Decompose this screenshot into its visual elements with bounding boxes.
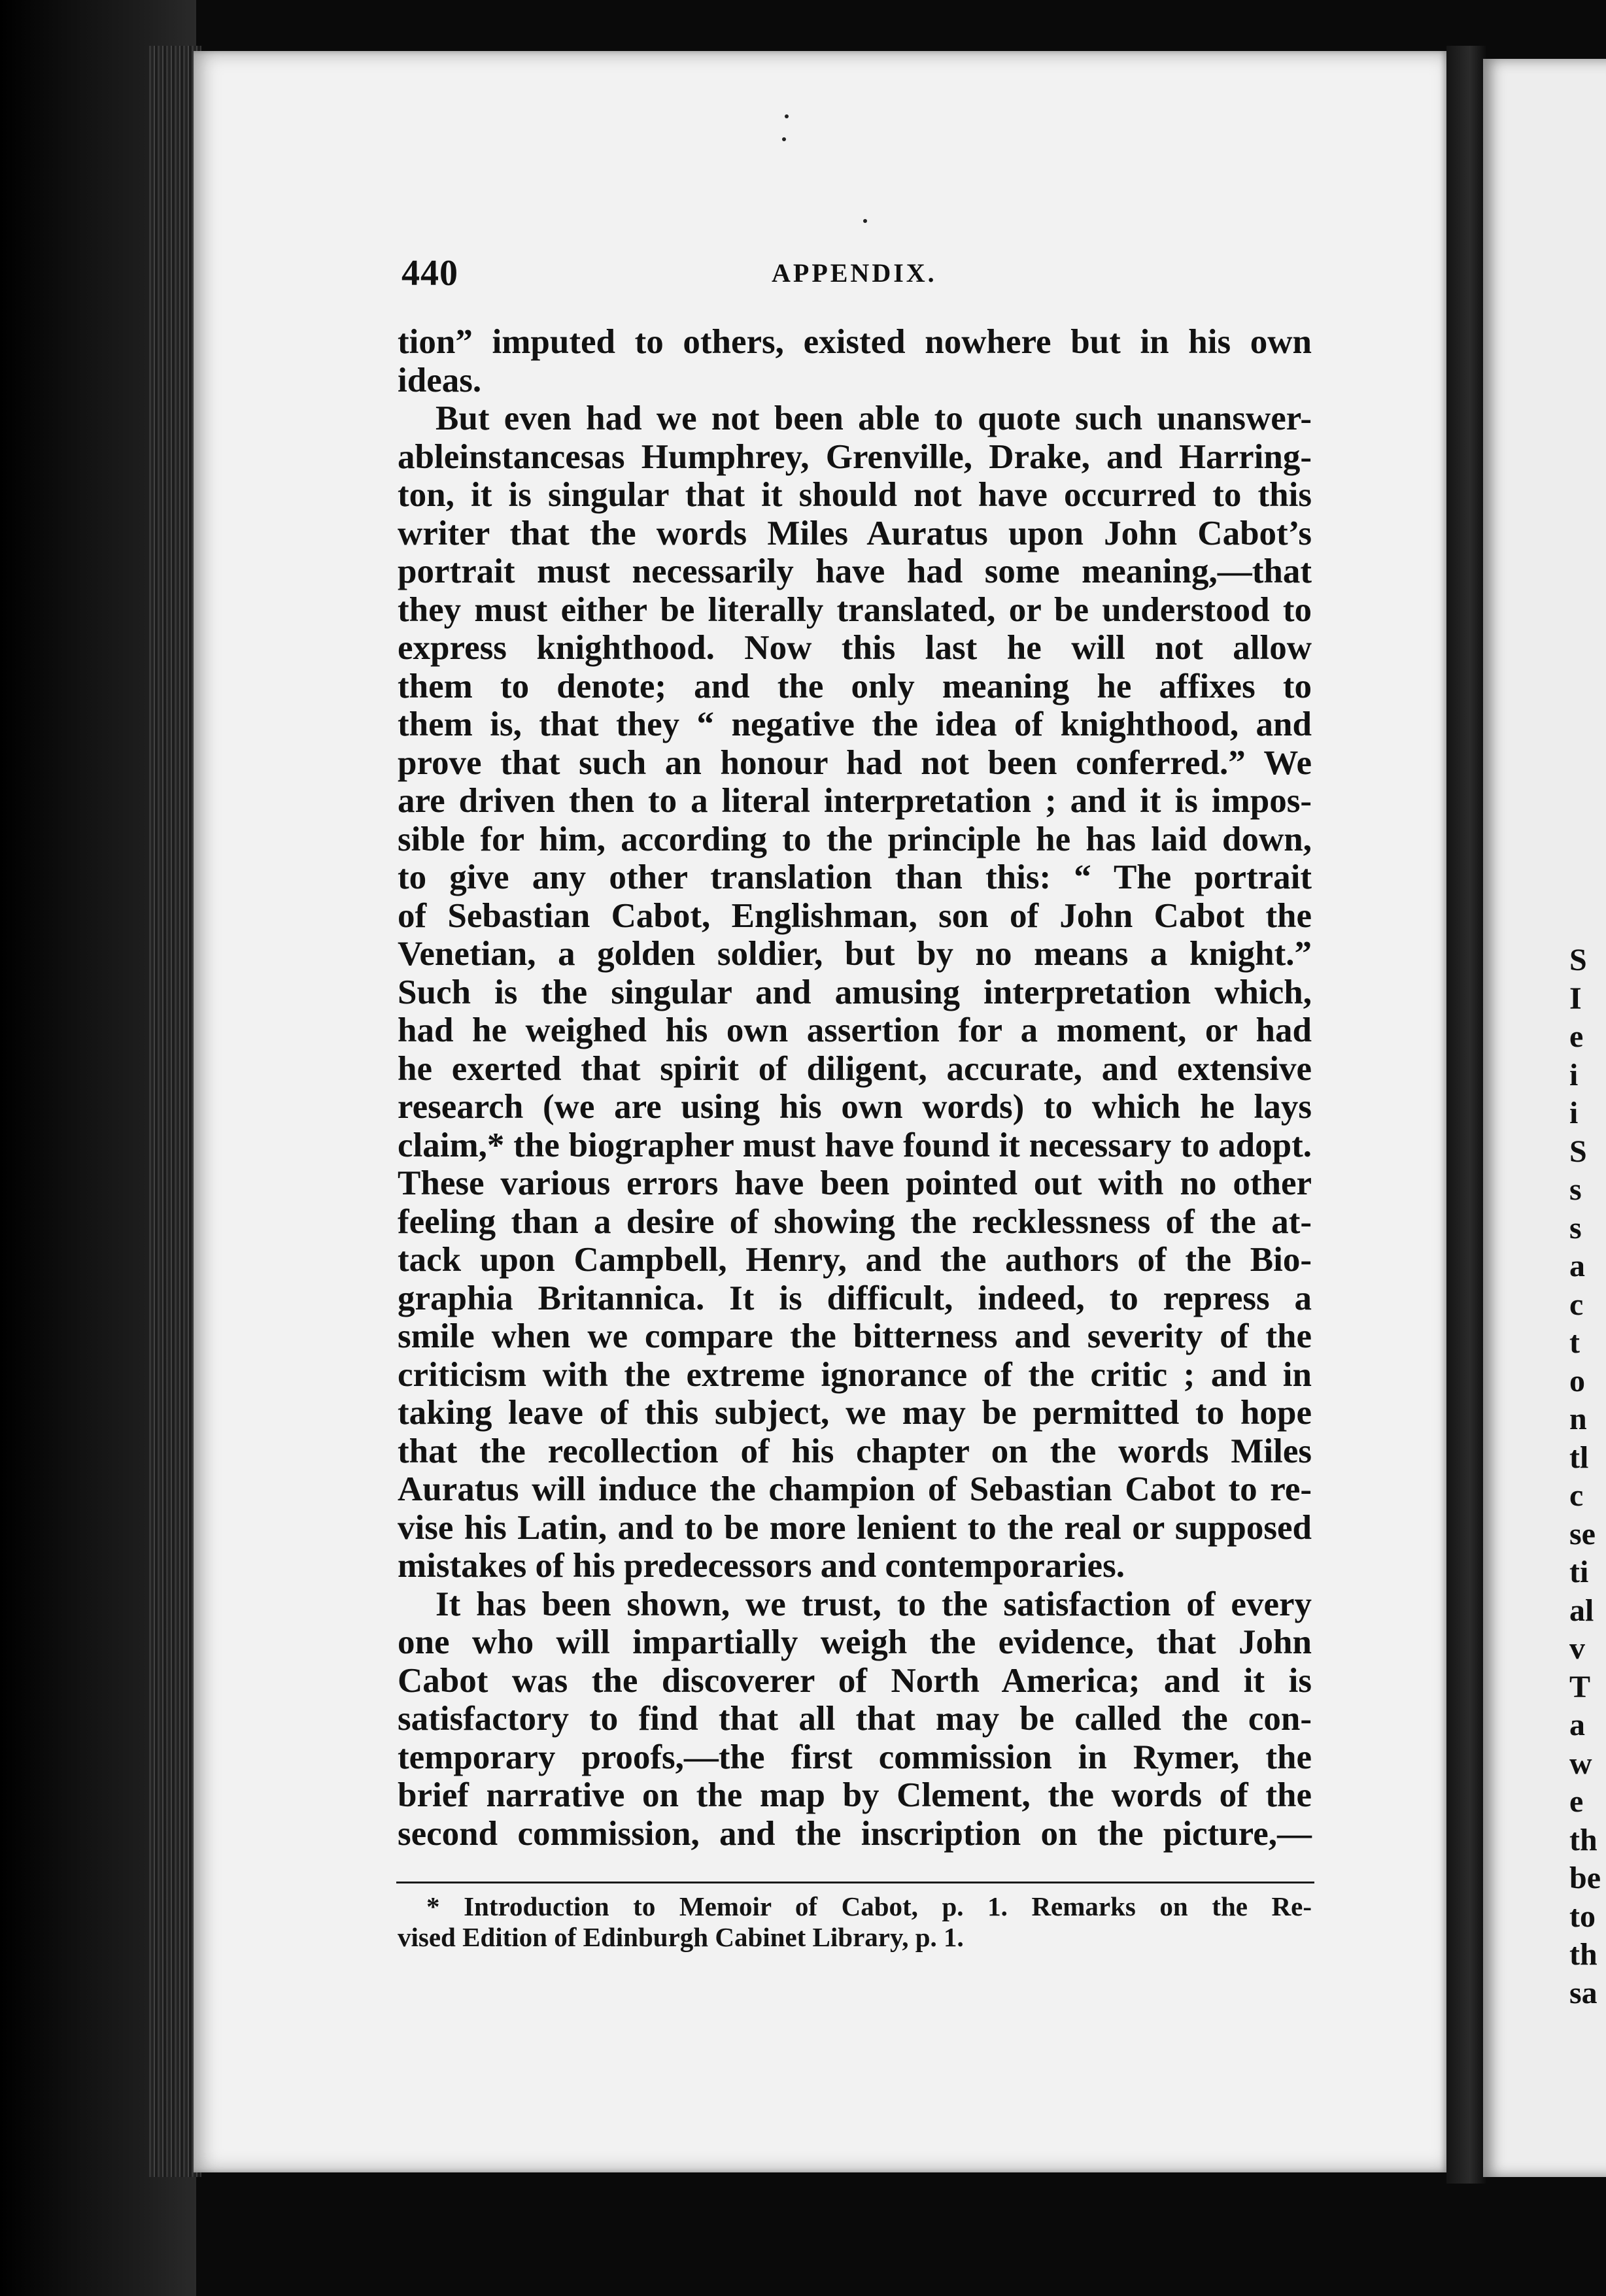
text-line: ton, it is singular that it should not have occurred to this	[398, 476, 1312, 514]
text-line: criticism with the extreme ignorance of the critic ; and in	[398, 1355, 1312, 1394]
adjacent-page-fragment: v	[1569, 1631, 1585, 1666]
text-line: vise his Latin, and to be more lenient to the real or supposed	[398, 1508, 1312, 1547]
adjacent-page-fragment: s	[1569, 1210, 1582, 1245]
body-text	[398, 323, 1312, 1853]
text-line: But even had we not been able to quote such unanswer-	[436, 399, 1312, 437]
adjacent-page-fragment: e	[1569, 1784, 1584, 1819]
adjacent-page-fragment: se	[1569, 1516, 1596, 1551]
adjacent-page-fragment: w	[1569, 1746, 1592, 1781]
text-line: It has been shown, we trust, to the satisfaction of every	[436, 1585, 1312, 1623]
text-line: brief narrative on the map by Clement, the words of the	[398, 1776, 1312, 1814]
text-line: Auratus will induce the champion of Sebastian Cabot to re-	[398, 1470, 1312, 1508]
text-line: graphia Britannica. It is difficult, indeed, to repress a	[398, 1279, 1312, 1317]
text-line: Venetian, a golden soldier, but by no means a knight.”	[398, 935, 1312, 973]
footnote-rule	[396, 1882, 1314, 1883]
text-line: of Sebastian Cabot, Englishman, son of John Cabot the	[398, 896, 1312, 935]
text-line: prove that such an honour had not been conferred.” We	[398, 743, 1312, 782]
text-line: temporary proofs,—the first commission in Rymer, the	[398, 1738, 1312, 1776]
footnote	[398, 1891, 1312, 1953]
adjacent-page-fragment: a	[1569, 1708, 1585, 1742]
adjacent-page-fragment: th	[1569, 1822, 1597, 1857]
adjacent-page-fragment: ti	[1569, 1555, 1589, 1589]
adjacent-page-fragment: S	[1569, 943, 1587, 977]
adjacent-page-fragment: i	[1569, 1096, 1579, 1130]
text-line: mistakes of his predecessors and contemporaries.	[398, 1547, 1125, 1585]
adjacent-page-fragment: tl	[1569, 1440, 1589, 1475]
text-line: that the recollection of his chapter on the words Miles	[398, 1432, 1312, 1470]
text-line: tack upon Campbell, Henry, and the authors of the Bio-	[398, 1241, 1312, 1279]
adjacent-page-fragment: a	[1569, 1249, 1585, 1283]
text-line: claim,* the biographer must have found it necessary to adopt.	[398, 1126, 1312, 1164]
adjacent-page-fragment: T	[1569, 1669, 1591, 1704]
adjacent-page-fragment: be	[1569, 1861, 1601, 1895]
adjacent-page-fragment: e	[1569, 1019, 1584, 1054]
adjacent-page-fragment: n	[1569, 1402, 1587, 1436]
adjacent-page-fragment: i	[1569, 1057, 1579, 1092]
adjacent-page-fragment: I	[1569, 981, 1582, 1016]
text-line: to give any other translation than this: “ The portrait	[398, 858, 1312, 896]
adjacent-page-fragment: al	[1569, 1593, 1594, 1628]
text-line: second commission, and the inscription on the picture,—	[398, 1814, 1312, 1853]
text-line: Cabot was the discoverer of North America; and it is	[398, 1661, 1312, 1700]
adjacent-page-fragment: S	[1569, 1134, 1587, 1169]
text-line: ableinstancesas Humphrey, Grenville, Drake, and Harring-	[398, 437, 1312, 476]
text-line: research (we are using his own words) to which he lays	[398, 1088, 1312, 1126]
adjacent-page-fragment: s	[1569, 1172, 1582, 1207]
running-title: APPENDIX.	[772, 258, 937, 288]
adjacent-page-fragment: t	[1569, 1325, 1580, 1360]
adjacent-page-fragment: to	[1569, 1899, 1596, 1934]
adjacent-page-fragment: c	[1569, 1478, 1584, 1513]
page-number: 440	[402, 253, 458, 294]
text-line: sible for him, according to the principle he has laid down,	[398, 820, 1312, 858]
text-line: tion” imputed to others, existed nowhere but in his own	[398, 323, 1312, 361]
text-line: them is, that they “ negative the idea of knighthood, and	[398, 705, 1312, 743]
text-line: them to denote; and the only meaning he affixes to	[398, 667, 1312, 705]
adjacent-page-text	[1569, 941, 1606, 2012]
book-gutter	[1446, 46, 1486, 2184]
text-line: smile when we compare the bitterness and severity of the	[398, 1317, 1312, 1355]
text-line: portrait must necessarily have had some meaning,—that	[398, 552, 1312, 590]
text-line: taking leave of this subject, we may be permitted to hope	[398, 1394, 1312, 1432]
text-line: are driven then to a literal interpretation ; and it is impos-	[398, 782, 1312, 820]
adjacent-page-fragment: o	[1569, 1363, 1585, 1398]
text-line: he exerted that spirit of diligent, accurate, and extensive	[398, 1049, 1312, 1088]
text-line: writer that the words Miles Auratus upon John Cabot’s	[398, 514, 1312, 552]
footnote-line: vised Edition of Edinburgh Cabinet Library, p. 1.	[398, 1922, 964, 1952]
text-line: ideas.	[398, 361, 482, 399]
text-line: one who will impartially weigh the evidence, that John	[398, 1623, 1312, 1661]
text-line: satisfactory to find that all that may be called the con-	[398, 1700, 1312, 1738]
adjacent-page-fragment: c	[1569, 1287, 1584, 1322]
text-line: feeling than a desire of showing the recklessness of the at-	[398, 1202, 1312, 1241]
adjacent-page-fragment: th	[1569, 1937, 1597, 1972]
footnote-line: * Introduction to Memoir of Cabot, p. 1. Remarks on the Re-	[426, 1891, 1312, 1921]
text-line: Such is the singular and amusing interpretation which,	[398, 973, 1312, 1011]
text-line: These various errors have been pointed out with no other	[398, 1164, 1312, 1202]
text-line: they must either be literally translated, or be understood to	[398, 590, 1312, 629]
adjacent-page-fragment: sa	[1569, 1975, 1597, 2010]
text-line: had he weighed his own assertion for a moment, or had	[398, 1011, 1312, 1049]
text-line: express knighthood. Now this last he will not allow	[398, 629, 1312, 667]
